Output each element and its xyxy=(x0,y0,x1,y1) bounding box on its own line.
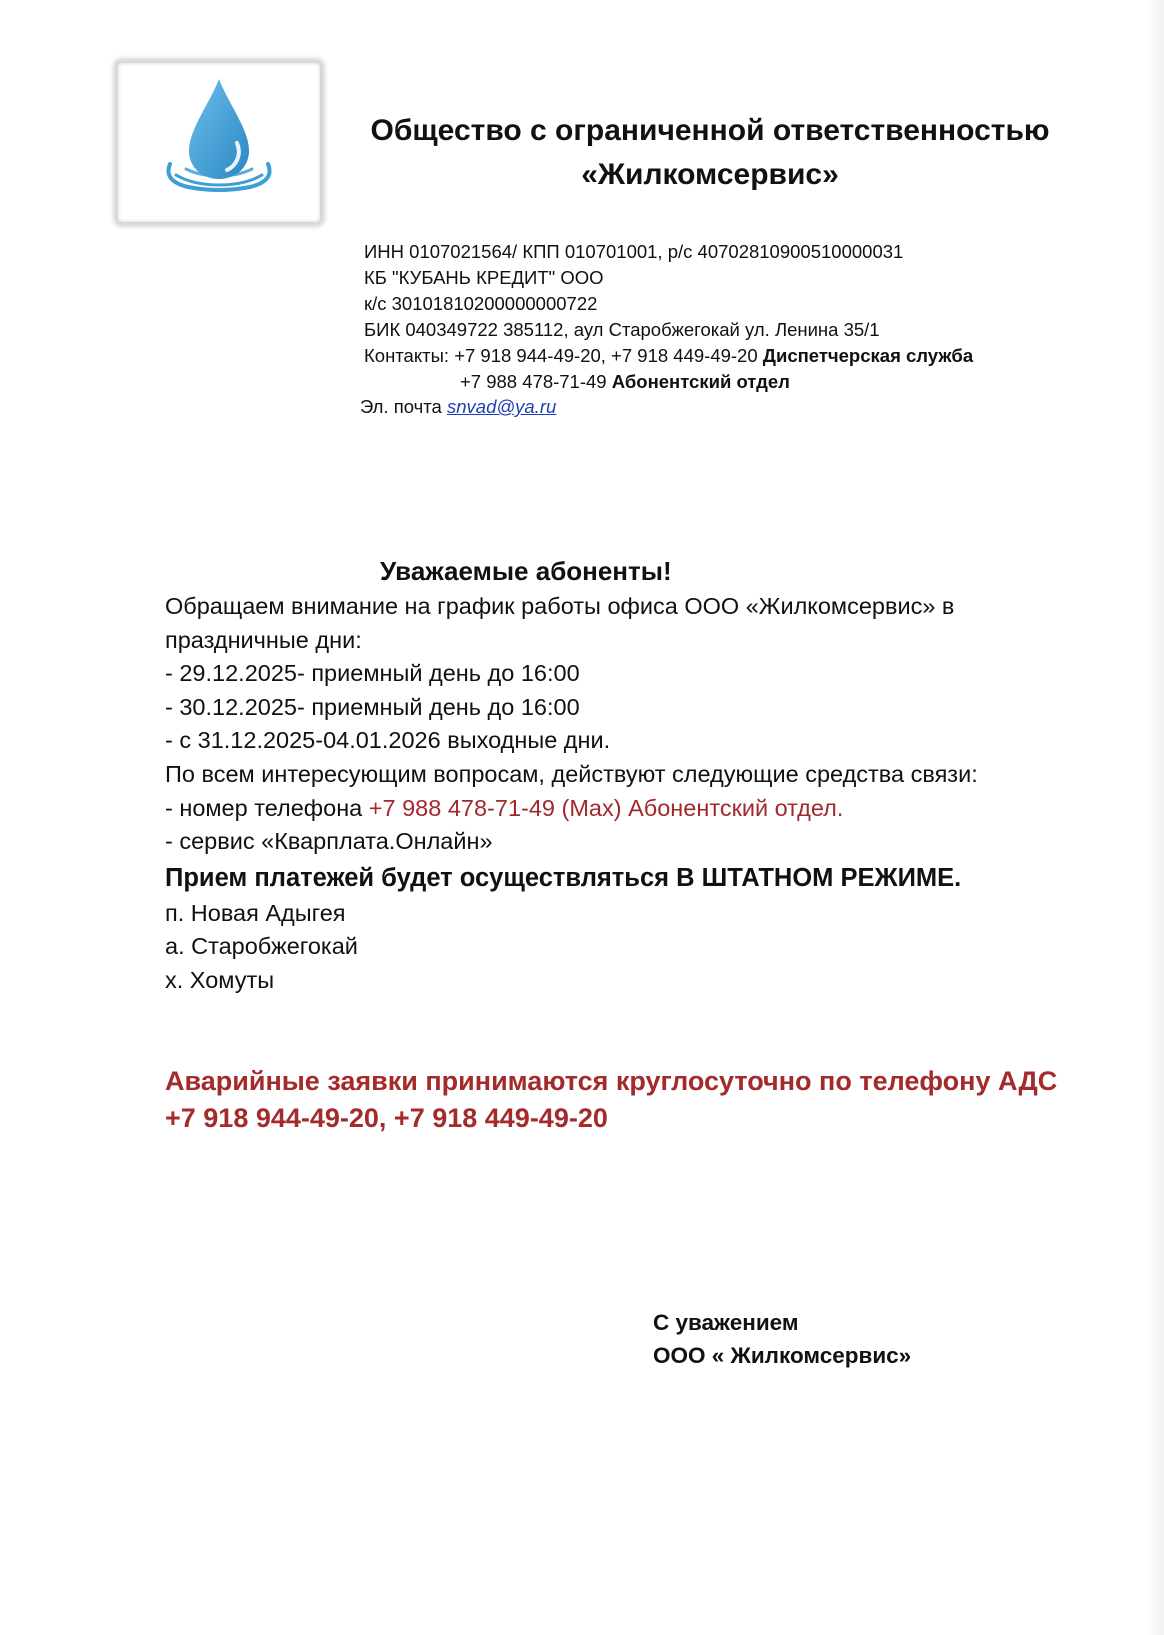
requisites-subscriber-line xyxy=(364,369,973,395)
requisites-bank-line: КБ "КУБАНЬ КРЕДИТ" ООО xyxy=(364,267,604,288)
emergency-line1: Аварийные заявки принимаются круглосуточно по телефону АДС xyxy=(165,1066,1058,1096)
location-item: п. Новая Адыгея xyxy=(165,899,346,926)
signature-line2: ООО « Жилкомсервис» xyxy=(653,1343,912,1368)
page-edge-shadow xyxy=(1148,0,1164,1635)
subscriber-phone: +7 988 478-71-49 xyxy=(460,371,607,392)
schedule-item: - 29.12.2025- приемный день до 16:00 xyxy=(165,660,580,687)
notice-intro-line2: праздничные дни: xyxy=(165,626,362,653)
subscriber-department-label: Абонентский отдел xyxy=(611,371,790,392)
requisites-inn-line: ИНН 0107021564/ КПП 010701001, р/с 40702810900510000031 xyxy=(364,241,904,262)
emergency-phones: +7 918 944-49-20, +7 918 449-49-20 xyxy=(165,1103,608,1133)
schedule-item: - с 31.12.2025-04.01.2026 выходные дни. xyxy=(165,727,611,754)
notice-greeting: Уважаемые абоненты! xyxy=(380,556,672,586)
contacts-phones: Контакты: +7 918 944-49-20, +7 918 449-49-20 xyxy=(364,345,758,366)
emergency-notice xyxy=(165,1063,1057,1137)
email-line xyxy=(360,396,556,418)
email-link[interactable]: snvad@ya.ru xyxy=(447,396,557,417)
location-item: х. Хомуты xyxy=(165,966,275,993)
payments-notice: Прием платежей будет осуществляться В ШТАТНОМ РЕЖИМЕ. xyxy=(165,863,962,892)
phone-contact-line xyxy=(165,792,1045,826)
water-drop-icon xyxy=(118,63,320,222)
signature xyxy=(653,1306,911,1372)
email-label: Эл. почта xyxy=(360,396,442,417)
requisites-contacts-line xyxy=(364,343,973,369)
location-item: а. Старобжегокай xyxy=(165,933,358,960)
organization-title xyxy=(340,109,1080,197)
signature-line1: С уважением xyxy=(653,1310,799,1335)
phone-prefix: - номер телефона xyxy=(165,794,369,821)
schedule-item: - 30.12.2025- приемный день до 16:00 xyxy=(165,693,580,720)
requisites-bik-address-line: БИК 040349722 385112, аул Старобжегокай ул. Ленина 35/1 xyxy=(364,319,880,340)
requisites-corr-account-line: к/с 30101810200000000722 xyxy=(364,293,598,314)
company-requisites xyxy=(364,239,973,395)
service-contact-line: - сервис «Кварплата.Онлайн» xyxy=(165,828,493,855)
contacts-dispatch-label: Диспетчерская служба xyxy=(762,345,974,366)
phone-highlight: +7 988 478-71-49 (Max) Абонентский отдел. xyxy=(368,794,844,821)
notice-intro-line1: Обращаем внимание на график работы офиса ООО «Жилкомсервис» в xyxy=(165,593,955,619)
organization-title-line1: Общество с ограниченной ответственностью xyxy=(370,114,1050,147)
notice-body xyxy=(165,590,1045,998)
company-logo xyxy=(118,63,320,222)
contacts-intro: По всем интересующим вопросам, действуют следующие средства связи: xyxy=(165,760,978,787)
organization-title-line2: «Жилкомсервис» xyxy=(581,158,839,191)
